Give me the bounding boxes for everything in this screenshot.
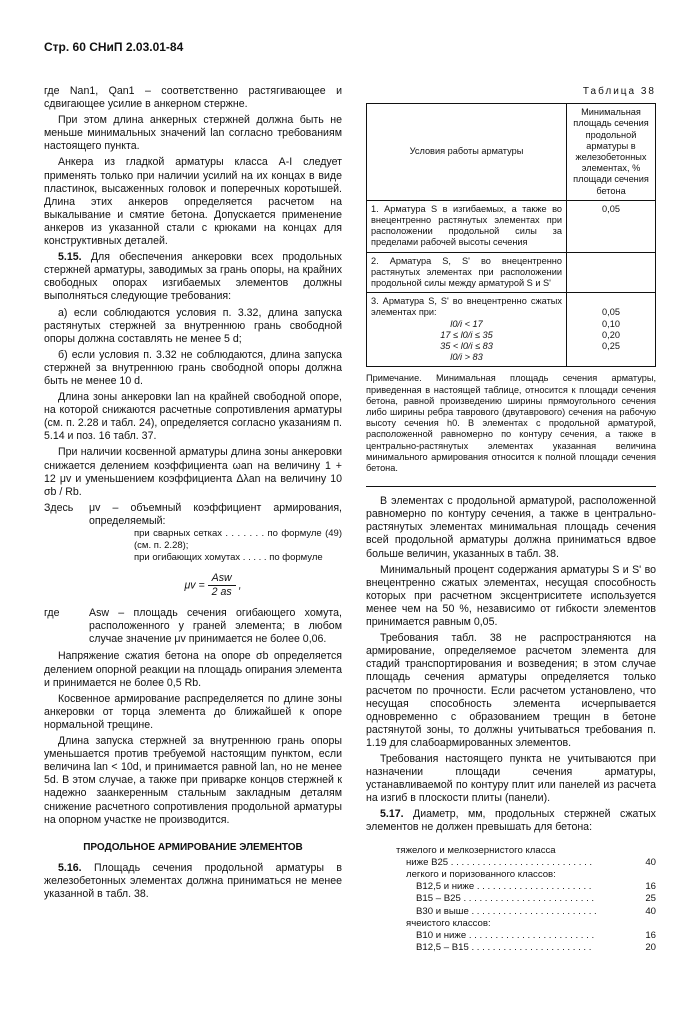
diameter-label: В12,5 – В15 . . . . . . . . . . . . . . . . . . . . . . . (416, 942, 592, 954)
diameter-value: 40 (645, 856, 656, 868)
table-row (367, 200, 656, 252)
table-caption: Таблица 38 (582, 86, 656, 97)
paragraph: Напряжение сжатия бетона на опоре σb определяется делением опорной реакции на площадь опирания элемента и принимается не более 0,5 Rb. (44, 650, 342, 689)
definition-case: при огибающих хомутах . . . . . по формуле (134, 552, 323, 563)
subcondition: l0/i > 83 (450, 352, 483, 363)
clause-text: Диаметр, мм, продольных стержней сжатых элементов не должен превышать для бетона: (366, 808, 656, 834)
paragraph: а) если соблюдаются условия п. 3.32, длина запуска растянутых стержней за внутреннюю грань свободной опоры должна составлять не менее 5 d; (44, 306, 342, 345)
diameter-value (630, 869, 656, 881)
formula-fraction (208, 572, 236, 599)
clause-5-15 (44, 251, 342, 303)
table-header-cell: Условия работы арматуры (367, 104, 567, 201)
diameter-label: В15 – В25 . . . . . . . . . . . . . . . . . . . . . . . . . (416, 893, 595, 905)
table-cell: 2. Арматура S, S' во внецентренно растянутых элементах при расположении продольной силы между арматурой S и S' (367, 252, 567, 293)
paragraph: Минимальный процент содержания арматуры S и S' во внецентренно сжатых элементах, несущая способность которых при расчетном эксцентриситете используется менее чем на 50 %, независимо от гибкости элементов принимается равным 0,05. (366, 563, 656, 629)
diameter-label: В10 и ниже . . . . . . . . . . . . . . . . . . . . . . . . (416, 929, 595, 941)
diameter-value (630, 918, 656, 930)
diameter-value: 16 (645, 929, 656, 941)
clause-text: Площадь сечения продольной арматуры в железобетонных элементах должна приниматься не менее указанной в табл. 38. (44, 861, 342, 900)
definition-case: при сварных сетках . . . . . . . по формуле (49) (см. п. 2.28); (134, 528, 342, 551)
table-cell (367, 293, 567, 367)
paragraph: Требования табл. 38 не распространяются на армирование, определяемое расчетом элемента для стадий транспортирования и возведения; в этом случае площадь сечения арматуры определяется только расчетом по прочности. Если расчетом установлено, что несущая способность элемента исчерпывается одновременно с образованием трещин в бетоне растянутой зоны, то должны учитываться требования п. 1.19 для слабоармированных элементов. (366, 632, 656, 749)
paragraph: При этом длина анкерных стержней должна быть не меньше минимальных значений lan согласно требованиям настоящего пункта. (44, 114, 342, 153)
paragraph: где Nan1, Qan1 – соответственно растягивающее и сдвигающее усилие в анкерном стержне. (44, 85, 342, 111)
table-value: 0,05 (567, 200, 656, 252)
diameter-list-item (366, 857, 656, 869)
table-value (567, 293, 656, 367)
formula-lhs: μv = (184, 579, 205, 592)
diameter-list-item (366, 906, 656, 918)
section-title: ПРОДОЛЬНОЕ АРМИРОВАНИЕ ЭЛЕМЕНТОВ (83, 841, 303, 853)
subcondition-value: 0,10 (602, 318, 620, 329)
paragraph: В элементах с продольной арматурой, расположенной равномерно по контуру сечения, а также в центрально-растянутых элементах минимальная площадь сечения всей продольной арматуры должна приниматься вдвое больше величин, указанных в табл. 38. (366, 495, 656, 560)
paragraph: При наличии косвенной арматуры длина зоны анкеровки снижается делением коэффициента ωan на величину 1 + 12 μv и уменьшением коэффициента Δλan на величину 10 σb / Rb. (44, 446, 342, 498)
clause-5-17 (366, 808, 656, 834)
formula-tail: , (238, 579, 242, 592)
table-row (367, 293, 656, 367)
table-cell-text: 3. Арматура S, S' во внецентренно сжатых элементах при: (371, 296, 562, 318)
subcondition-value: 0,20 (602, 329, 620, 340)
definition-text: Asw – площадь сечения огибающего хомута, расположенного у граней элемента; в любом случае значение μv принимается не более 0,06. (89, 607, 342, 646)
table-header-row (367, 104, 656, 201)
divider (366, 486, 656, 487)
diameter-value: 25 (645, 893, 656, 905)
diameter-list-item (366, 930, 656, 942)
diameter-value: 40 (645, 905, 656, 917)
definition-block (44, 607, 342, 646)
diameter-value: 20 (645, 942, 656, 954)
paragraph: Косвенное армирование распределяется по длине зоны анкеровки от торца элемента до ближайшей к опоре нормальной трещине. (44, 692, 342, 731)
table-row (367, 252, 656, 293)
diameter-list-item (366, 942, 656, 954)
subcondition-value: 0,05 (602, 307, 620, 318)
page-header: Стр. 60 СНиП 2.03.01-84 (44, 40, 184, 54)
diameter-list-item (366, 918, 656, 930)
formula-numerator: Asw (208, 572, 236, 586)
diameter-list-item (366, 893, 656, 905)
diameter-label: тяжелого и мелкозернистого класса (396, 844, 556, 856)
diameter-list-item (366, 845, 656, 857)
subcondition: 35 < l0/i ≤ 83 (440, 340, 493, 351)
formula-mu-v (84, 572, 342, 599)
left-column (44, 85, 342, 904)
paragraph: Длина зоны анкеровки lan на крайней свободной опоре, на которой снижаются расчетные сопротивления арматуры (см. п. 2.28 и табл. 24), определяется согласно указаниям п. 5.14 и поз. 16 табл. 37. (44, 391, 342, 443)
paragraph: б) если условия п. 3.32 не соблюдаются, длина запуска стержней за внутреннюю грань свободной опоры должна быть не менее 10 d. (44, 348, 342, 387)
diameter-list (366, 845, 656, 955)
table-38 (366, 103, 656, 367)
diameter-label: легкого и поризованного классов: (406, 868, 556, 880)
diameter-list-item (366, 869, 656, 881)
clause-number: 5.17. (380, 808, 404, 821)
definition-text: μv – объемный коэффициент армирования, определяемый: (89, 501, 342, 527)
subcondition: 17 ≤ l0/i ≤ 35 (440, 329, 493, 340)
diameter-label: В12,5 и ниже . . . . . . . . . . . . . . . . . . . . . . (416, 881, 592, 893)
clause-number: 5.15. (58, 251, 82, 264)
definition-key: Здесь (44, 501, 74, 514)
definition-block (44, 502, 342, 564)
paragraph: Длина запуска стержней за внутреннюю грань опоры уменьшается против требуемой настоящим пунктом, если величина lan < 10d, и принимается равной lan, но не менее 5d. В этом случае, а также при приварке концов стержней к надежно заанкеренным стальным закладным деталям снижение расчетного сопротивления продольной арматуры на опорном участке не производится. (44, 735, 342, 826)
clause-number: 5.16. (58, 861, 82, 874)
diameter-label: ниже В25 . . . . . . . . . . . . . . . . . . . . . . . . . . . (406, 856, 593, 868)
table-cell: 1. Арматура S в изгибаемых, а также во внецентренно растянутых элементах при расположении продольной силы за пределами рабочей высоты сечения (367, 200, 567, 252)
diameter-label: ячеистого классов: (406, 917, 491, 929)
diameter-value: 16 (645, 881, 656, 893)
paragraph: Анкера из гладкой арматуры класса А-I следует применять только при наличии усилий на их концах в виде пластинок, высаженных головок и поперечных коротышей. Длина этих анкеров определяется расчетом на выкалывание и смятие бетона. Допускается применение анкеров из указанной стали с крюками на концах для конструктивных деталей. (44, 156, 342, 248)
formula-denominator: 2 as (211, 586, 232, 599)
diameter-list-item (366, 881, 656, 893)
clause-text: Для обеспечения анкеровки всех продольных стержней арматуры, заводимых за грань опоры, на крайних свободных опорах изгибаемых элементов должны выполняться следующие требования: (44, 251, 342, 303)
diameter-label: В30 и выше . . . . . . . . . . . . . . . . . . . . . . . . (416, 905, 597, 917)
diameter-value (630, 845, 656, 857)
right-column (366, 85, 656, 954)
table-value (567, 252, 656, 293)
paragraph: Требования настоящего пункта не учитываются при назначении площади сечения арматуры, устанавливаемой по контуру плит или панелей из расчета на изгиб в плоскости плиты (панели). (366, 752, 656, 805)
definition-key: где (44, 607, 60, 620)
clause-5-16 (44, 862, 342, 901)
subcondition: l0/i < 17 (450, 318, 483, 329)
table-note: Примечание. Минимальная площадь сечения арматуры, приведенная в настоящей таблице, относится к площади сечения бетона, равной произведению ширины прямоугольного сечения либо ширины ребра таврового (двутаврового) сечения на рабочую высоту сечения h0. В элементах с продольной арматурой, расположенной равномерно по контуру сечения, а также в центрально-растянутых элементах указанная величина минимального армирования относится к полной площади сечения бетона. (366, 373, 656, 473)
table-header-cell: Минимальная площадь сечения продольной арматуры в железобетонных элементах, % площади сечения бетона (567, 104, 656, 201)
subcondition-value: 0,25 (602, 340, 620, 351)
